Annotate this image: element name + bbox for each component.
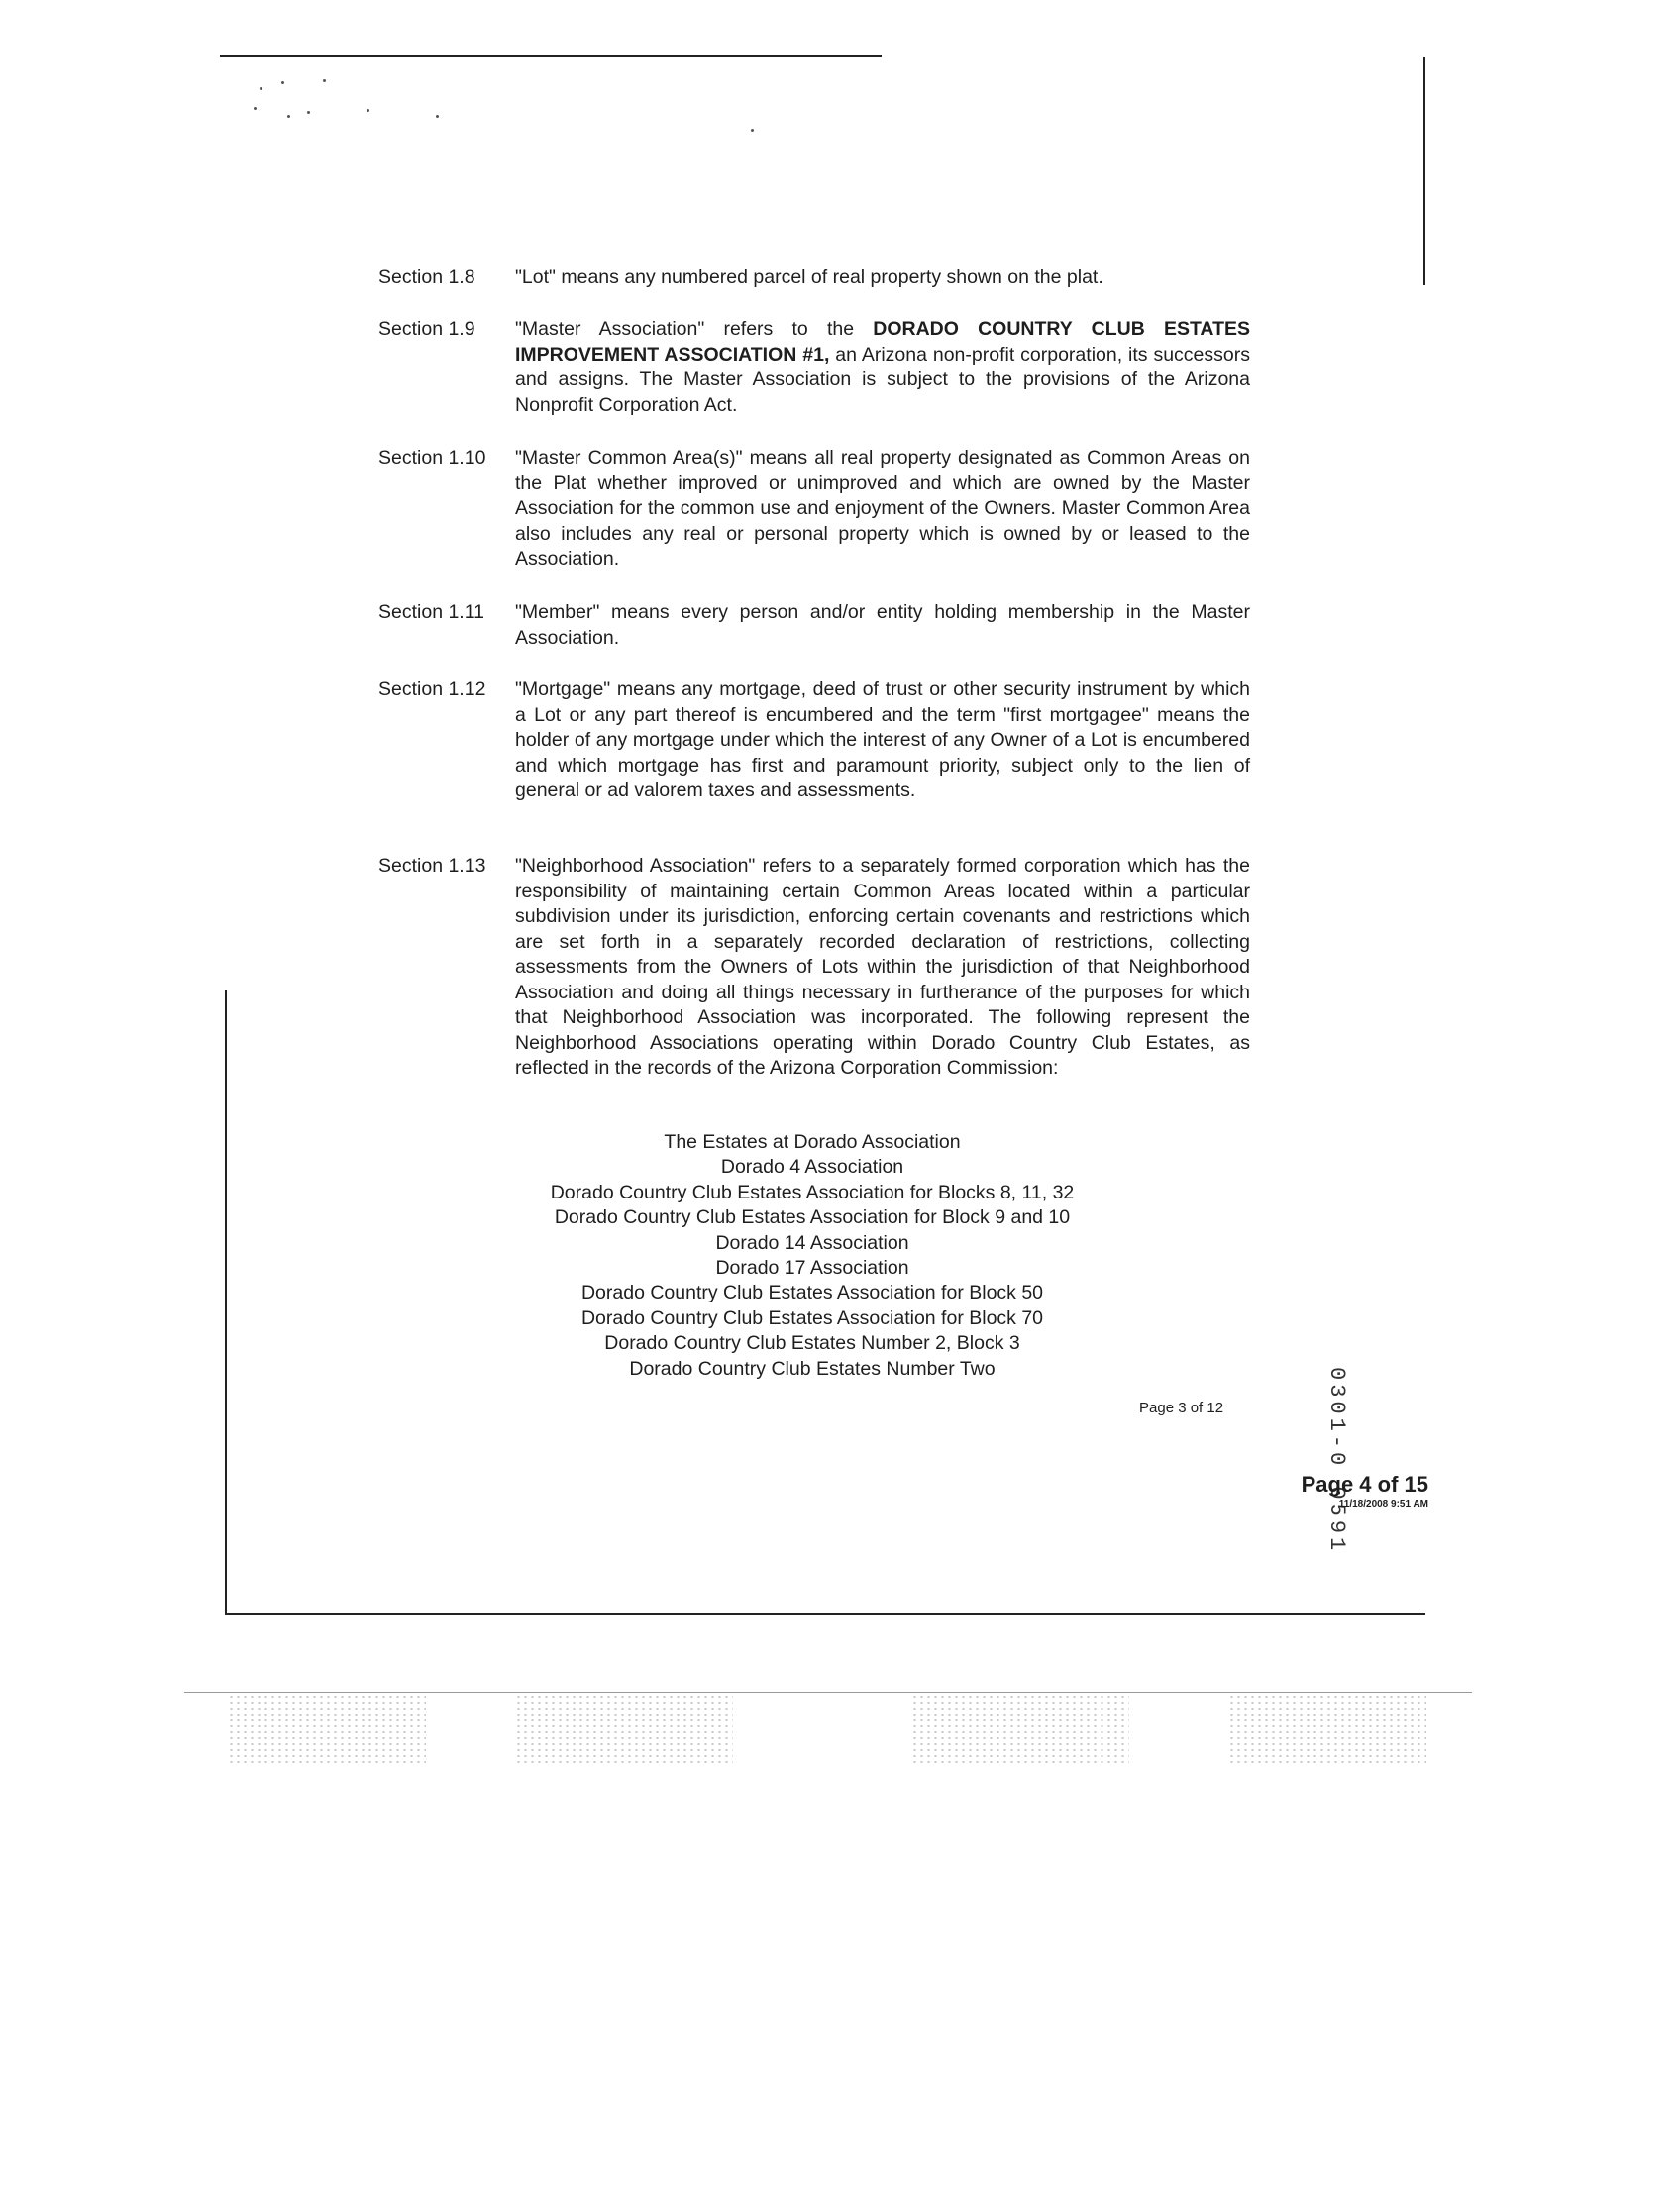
- left-border: [225, 990, 227, 1614]
- section-1-11: [378, 600, 1250, 651]
- scan-speck: [751, 129, 754, 132]
- list-item: Dorado Country Club Estates Association for Block 50: [580, 1282, 1044, 1304]
- scan-noise: [911, 1694, 1129, 1763]
- section-1-12: [378, 677, 1250, 804]
- section-1-8: [378, 265, 1250, 291]
- scan-speck: [254, 107, 257, 110]
- outer-page-footer: [1270, 1472, 1428, 1510]
- section-text-part: an Arizona non-profit corporation, its successors and assigns. The Master Association is subject to the provisions of the Arizona Nonprofit Corporation Act.: [515, 343, 1250, 416]
- scan-noise: [515, 1694, 733, 1763]
- outer-page-number: Page 4 of 15: [1301, 1472, 1428, 1497]
- scan-noise: [1228, 1694, 1426, 1763]
- scan-edge-rule: [184, 1692, 1472, 1693]
- list-item: Dorado 17 Association: [715, 1257, 909, 1280]
- scan-speck: [323, 79, 326, 82]
- section-label: Section 1.9: [378, 318, 475, 340]
- list-item: Dorado 4 Association: [720, 1156, 904, 1179]
- section-label: Section 1.13: [378, 855, 486, 877]
- section-text: "Master Common Area(s)" means all real property designated as Common Areas on the Plat whether improved or unimproved and which are owned by the Master Association for the common use and enjoyment of the Owners. Master Common Area also includes any real or personal property which is owned by or leased to the Association.: [515, 447, 1250, 570]
- scan-speck: [436, 115, 439, 118]
- recording-stamp: 0301-0 0591: [1324, 1367, 1349, 1555]
- list-item: Dorado 14 Association: [715, 1231, 909, 1254]
- list-item: Dorado Country Club Estates Association for Blocks 8, 11, 32: [550, 1181, 1075, 1203]
- bottom-rule: [225, 1613, 1425, 1615]
- section-label: Section 1.10: [378, 447, 486, 469]
- top-rule: [220, 55, 882, 57]
- section-label: Section 1.12: [378, 678, 486, 700]
- scan-speck: [307, 111, 310, 114]
- scan-speck: [287, 115, 290, 118]
- association-name-bold: DORADO COUNTRY CLUB ESTATES IMPROVEMENT ASSOCIATION #1,: [515, 318, 1250, 365]
- neighborhood-association-list: [495, 1130, 1129, 1382]
- section-label: Section 1.8: [378, 266, 475, 288]
- scan-noise: [228, 1694, 426, 1763]
- section-text: "Neighborhood Association" refers to a separately formed corporation which has the responsibility of maintaining certain Common Areas located within a particular subdivision under its jurisdiction, enforcing certain covenants and restrictions which are set forth in a separately recorded declaration of restrictions, collecting assessments from the Owners of Lots within the jurisdiction of that Neighborhood Association and doing all things necessary in furtherance of the purposes for which that Neighborhood Association was incorporated. The following represent the Neighborhood Associations operating within Dorado Country Club Estates, as reflected in the records of the Arizona Corporation Commission:: [515, 855, 1250, 1079]
- list-item: Dorado Country Club Estates Number 2, Block 3: [604, 1332, 1020, 1355]
- section-1-13: [378, 854, 1250, 1082]
- list-item: The Estates at Dorado Association: [664, 1131, 961, 1153]
- inner-page-number: Page 3 of 12: [1139, 1400, 1224, 1416]
- scan-speck: [260, 87, 262, 90]
- list-item: Dorado Country Club Estates Association for Block 70: [580, 1306, 1044, 1329]
- section-1-10: [378, 446, 1250, 573]
- list-item: Dorado Country Club Estates Association for Block 9 and 10: [554, 1206, 1071, 1229]
- section-text: "Mortgage" means any mortgage, deed of trust or other security instrument by which a Lot or any part thereof is encumbered and the term "first mortgagee" means the holder of any mortgage under which the interest of any Owner of a Lot is encumbered and which mortgage has first and paramount priority, subject only to the lien of general or ad valorem taxes and assessments.: [515, 678, 1250, 801]
- section-text: "Lot" means any numbered parcel of real property shown on the plat.: [515, 266, 1103, 288]
- scan-speck: [281, 81, 284, 84]
- right-border: [1423, 57, 1425, 285]
- section-text: [515, 317, 1250, 418]
- section-text: "Member" means every person and/or entity holding membership in the Master Association.: [515, 601, 1250, 649]
- section-text-part: "Master Association" refers to the: [515, 318, 874, 340]
- list-item: Dorado Country Club Estates Number Two: [629, 1357, 996, 1380]
- section-1-9: [378, 317, 1250, 418]
- timestamp: 11/18/2008 9:51 AM: [1338, 1499, 1428, 1510]
- scan-speck: [367, 109, 369, 112]
- section-label: Section 1.11: [378, 601, 484, 623]
